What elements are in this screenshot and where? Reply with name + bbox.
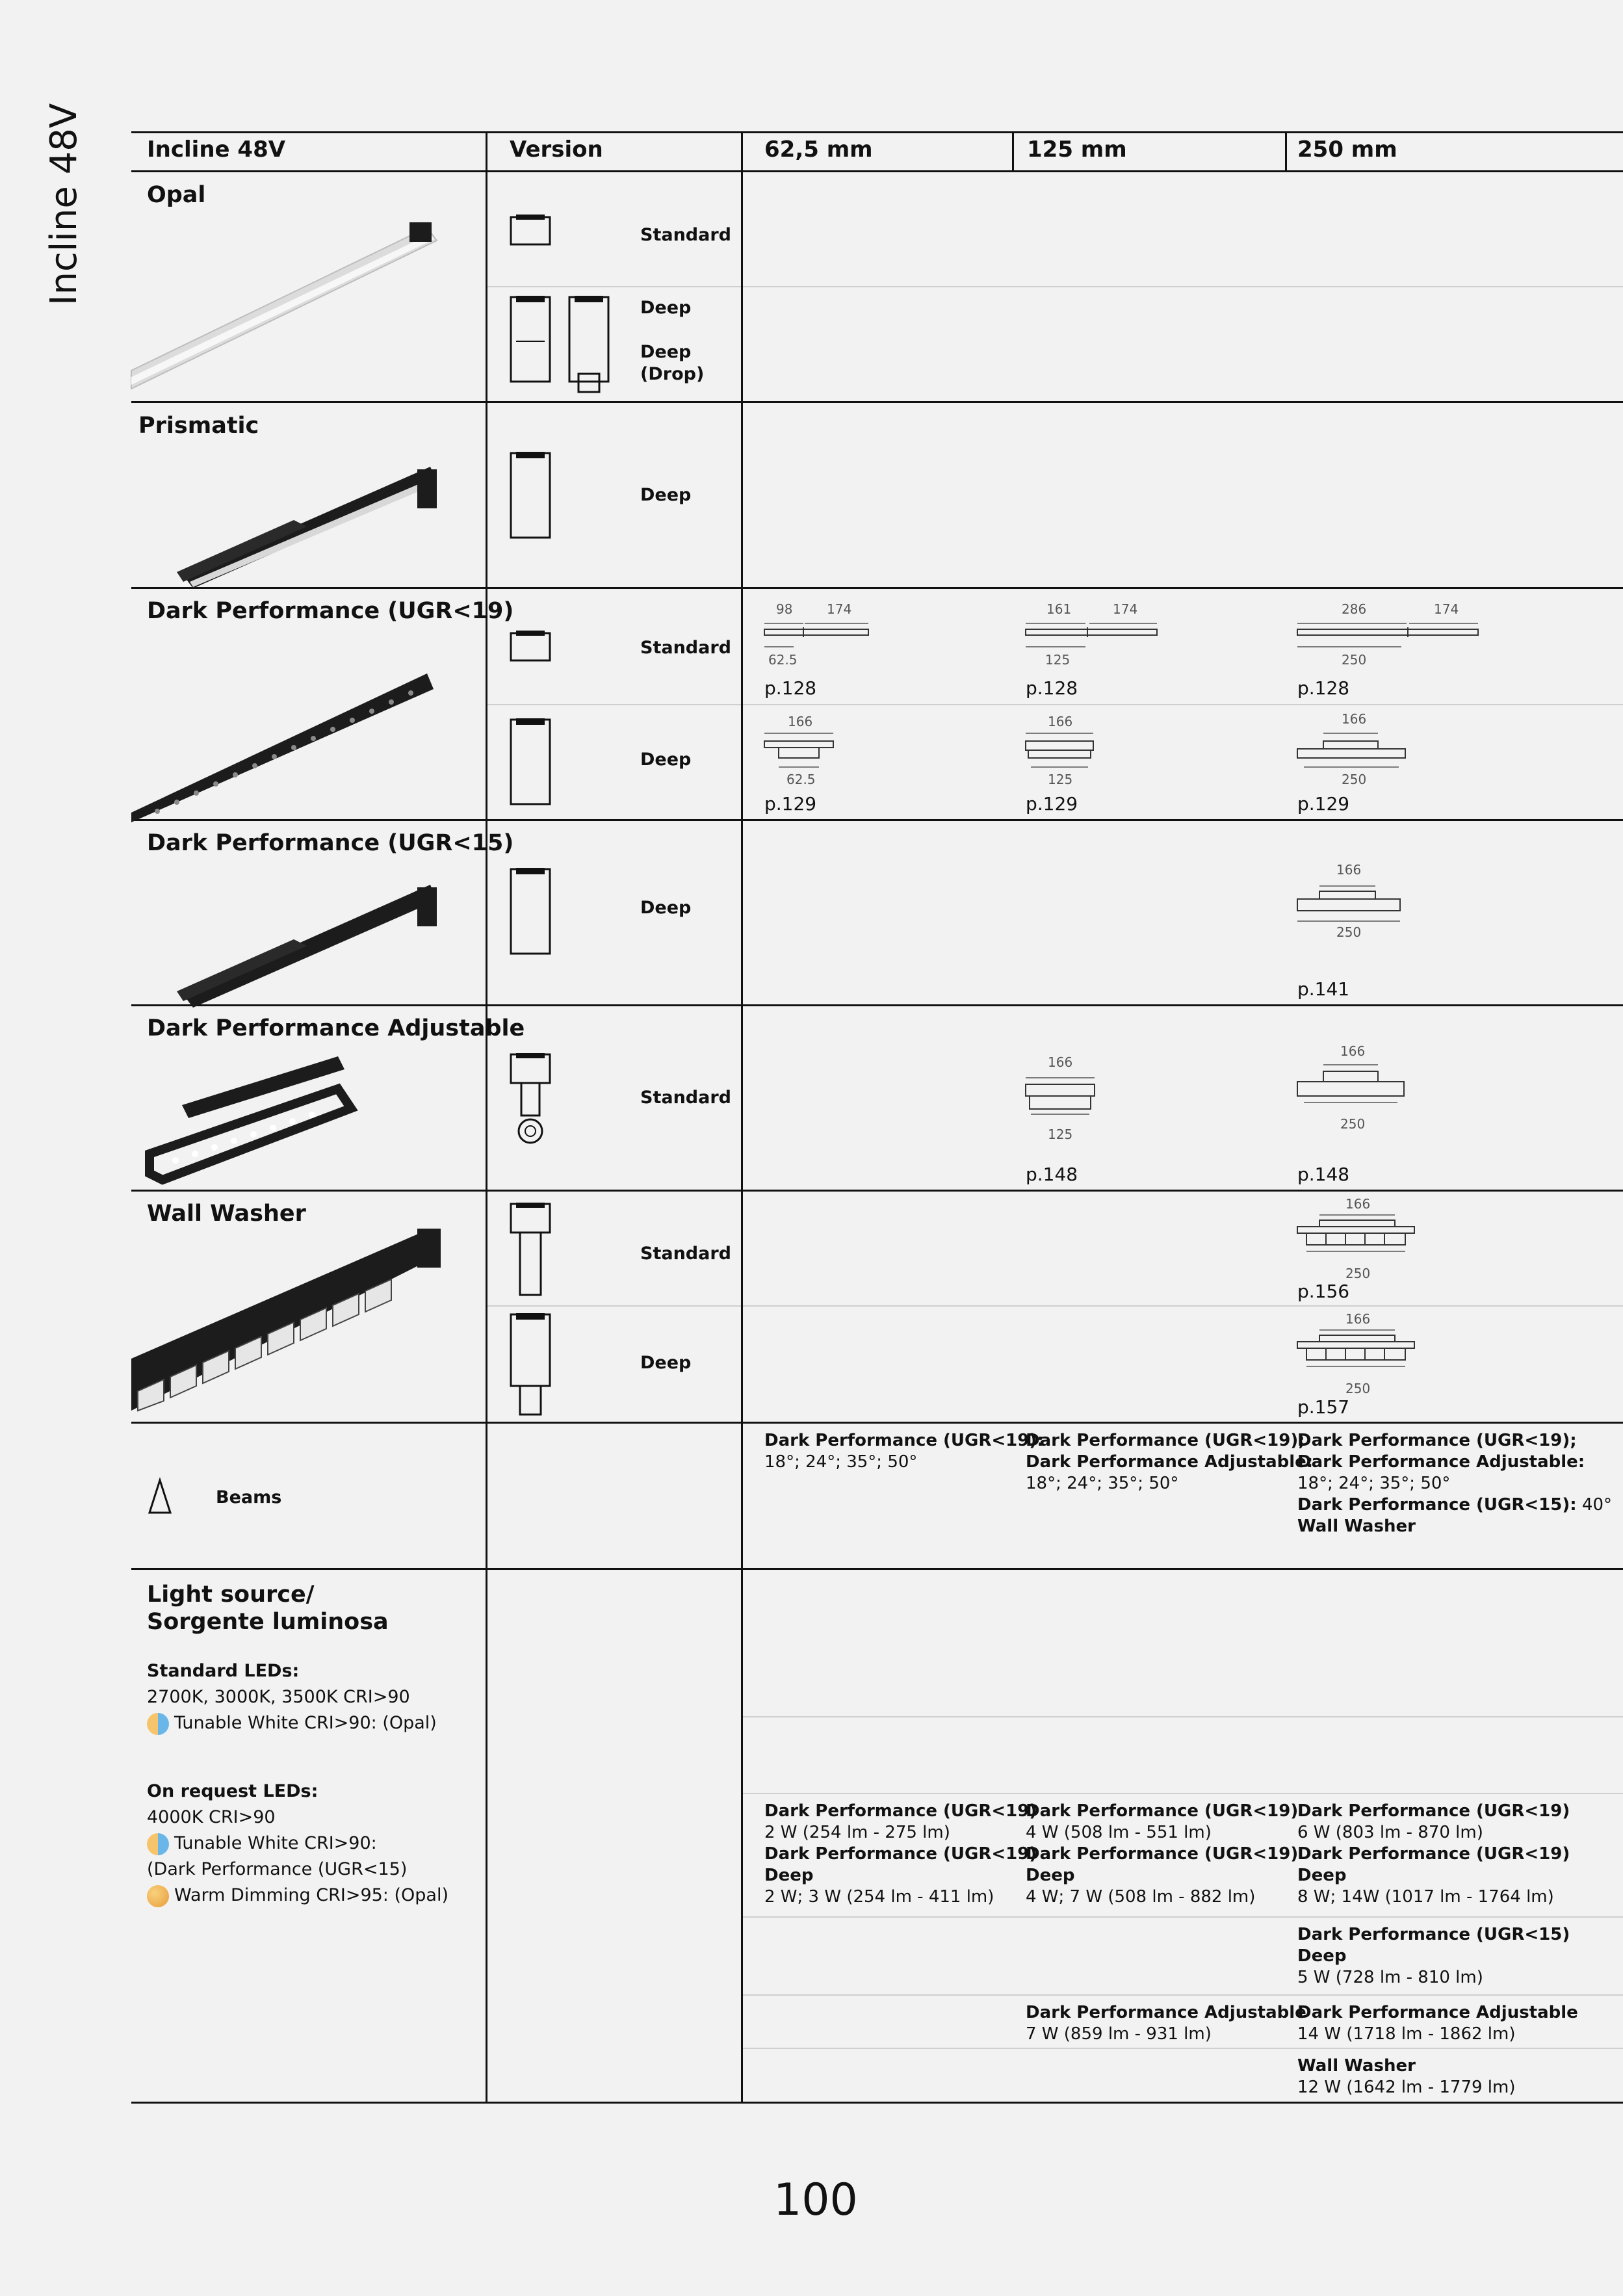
sub-rule xyxy=(742,1793,1623,1794)
dim-label: 166 xyxy=(1336,862,1362,878)
dpa-luminaire-image xyxy=(143,1050,357,1180)
beam-icon xyxy=(147,1479,173,1514)
power-250: Dark Performance (UGR<19) 6 W (803 lm - 870 lm) Dark Performance (UGR<19) Deep 8 W; 14W (1017 lm - 1764 lm) xyxy=(1297,1801,1570,1907)
profile-deep-icon xyxy=(510,868,551,956)
dim-label: 62.5 xyxy=(786,772,816,787)
dim-label: 166 xyxy=(1342,711,1367,727)
dim-label: 166 xyxy=(1048,1054,1073,1070)
version-label: Deep xyxy=(640,298,692,318)
profile-deep-icon xyxy=(510,296,551,384)
profile-adjustable-icon xyxy=(510,1053,551,1147)
dimension-drawing xyxy=(1297,1060,1408,1118)
page-ref: p.156 xyxy=(1297,1281,1350,1302)
page-ref: p.129 xyxy=(1297,793,1350,815)
dim-label: 166 xyxy=(1340,1043,1366,1059)
col-divider-62 xyxy=(741,131,743,2104)
page-ref: p.128 xyxy=(1026,677,1078,699)
power-62: Dark Performance (UGR<19) 2 W (254 lm - 275 lm) Dark Performance (UGR<19) Deep 2 W; 3 W (254 lm - 411 lm) xyxy=(764,1801,1037,1907)
version-label: Standard xyxy=(640,225,731,245)
sub-rule xyxy=(487,286,1623,287)
version-label: Deep xyxy=(640,750,692,770)
dim-label: 250 xyxy=(1340,1116,1366,1132)
product-ww: Wall Washer xyxy=(147,1201,306,1227)
dim-label: 250 xyxy=(1345,1381,1371,1396)
dim-label: 174 xyxy=(827,601,852,617)
profile-deep-drop-icon xyxy=(568,296,610,393)
dim-label: 166 xyxy=(1048,714,1073,729)
profile-deep-icon xyxy=(510,452,551,540)
version-label: Standard xyxy=(640,1088,731,1108)
dp15-luminaire-image xyxy=(131,881,443,1008)
row-rule-dpa xyxy=(131,1190,1623,1192)
dimension-drawing xyxy=(1026,621,1162,653)
on-request-leds: On request LEDs: 4000K CRI>90 Tunable White CRI>90: (Dark Performance (UGR<15) Warm Dimming CRI>95: (Opal) xyxy=(147,1779,448,1909)
dim-label: 286 xyxy=(1342,601,1367,617)
beams-250: Dark Performance (UGR<19); Dark Performance Adjustable: 18°; 24°; 35°; 50° Dark Performance (UGR<15): 40° Wall Washer xyxy=(1297,1431,1613,1536)
dim-label: 250 xyxy=(1342,772,1367,787)
sub-rule xyxy=(742,1916,1623,1918)
product-dp15: Dark Performance (UGR<15) xyxy=(147,830,514,856)
version-label: Standard xyxy=(640,1244,731,1264)
dimension-drawing xyxy=(1026,1073,1104,1134)
sub-rule xyxy=(742,2048,1623,2049)
page-ref: p.148 xyxy=(1026,1164,1078,1185)
page-number: 100 xyxy=(773,2174,858,2226)
dim-label: 174 xyxy=(1113,601,1138,617)
dim-label: 174 xyxy=(1434,601,1459,617)
row-rule-beams xyxy=(131,1568,1623,1570)
version-label: Deep xyxy=(640,485,692,505)
page-ref: p.128 xyxy=(764,677,817,699)
product-dpa: Dark Performance Adjustable xyxy=(147,1015,525,1041)
version-label: Deep xyxy=(640,1353,692,1373)
col-divider-250 xyxy=(1285,131,1287,172)
tunable-white-icon xyxy=(147,1833,169,1855)
beams-62: Dark Performance (UGR<19): 18°; 24°; 35°; 50° xyxy=(764,1431,1044,1472)
version-label: (Drop) xyxy=(640,364,705,384)
power-125-adjustable: Dark Performance Adjustable 7 W (859 lm - 931 lm) xyxy=(1026,2003,1306,2044)
power-250-wallwasher: Wall Washer 12 W (1642 lm - 1779 lm) xyxy=(1297,2056,1516,2097)
sub-rule xyxy=(742,1994,1623,1996)
page-ref: p.129 xyxy=(764,793,817,815)
header-rule xyxy=(131,170,1623,172)
version-label: Standard xyxy=(640,638,731,658)
dim-label: 166 xyxy=(1345,1196,1371,1212)
page-ref: p.157 xyxy=(1297,1396,1350,1418)
header-product: Incline 48V xyxy=(147,137,286,163)
header-250mm: 250 mm xyxy=(1297,137,1397,163)
tunable-white-icon xyxy=(147,1713,169,1735)
col-divider-version xyxy=(486,131,487,2104)
dim-label: 166 xyxy=(1345,1311,1371,1327)
page-ref: p.141 xyxy=(1297,978,1350,1000)
dimension-drawing xyxy=(1297,1326,1421,1385)
dimension-drawing xyxy=(1297,1211,1421,1270)
dim-label: 250 xyxy=(1336,924,1362,940)
dimension-drawing xyxy=(1297,621,1486,653)
profile-standard-icon xyxy=(510,631,551,663)
power-125: Dark Performance (UGR<19) 4 W (508 lm - 551 lm) Dark Performance (UGR<19) Deep 4 W; 7 W (508 lm - 882 lm) xyxy=(1026,1801,1299,1907)
profile-deep-icon xyxy=(510,718,551,806)
page-ref: p.128 xyxy=(1297,677,1350,699)
dim-label: 166 xyxy=(788,714,813,729)
wallwasher-luminaire-image xyxy=(131,1216,443,1424)
page-ref: p.129 xyxy=(1026,793,1078,815)
profile-standard-icon xyxy=(510,215,551,247)
dim-label: 125 xyxy=(1048,772,1073,787)
dp19-luminaire-image xyxy=(131,670,443,822)
beams-label: Beams xyxy=(216,1487,282,1507)
row-rule-opal xyxy=(131,401,1623,403)
prismatic-luminaire-image xyxy=(131,462,443,588)
page-ref: p.148 xyxy=(1297,1164,1350,1185)
product-opal: Opal xyxy=(147,182,206,208)
version-label: Deep xyxy=(640,898,692,918)
warm-dimming-icon xyxy=(147,1885,169,1907)
beams-125: Dark Performance (UGR<19); Dark Performance Adjustable: 18°; 24°; 35°; 50° xyxy=(1026,1431,1314,1493)
version-label: Deep xyxy=(640,342,692,362)
table-bottom-rule xyxy=(131,2102,1623,2104)
standard-leds: Standard LEDs: 2700K, 3000K, 3500K CRI>90 Tunable White CRI>90: (Opal) xyxy=(147,1658,437,1736)
profile-standard-icon xyxy=(510,1203,551,1297)
dim-label: 125 xyxy=(1045,652,1071,668)
dimension-drawing xyxy=(764,621,881,653)
sub-rule xyxy=(487,704,1623,705)
sub-rule xyxy=(487,1305,1623,1307)
product-dp19: Dark Performance (UGR<19) xyxy=(147,598,514,624)
power-250-adjustable: Dark Performance Adjustable 14 W (1718 lm - 1862 lm) xyxy=(1297,2003,1578,2044)
power-250-dp15: Dark Performance (UGR<15) Deep 5 W (728 lm - 810 lm) xyxy=(1297,1925,1570,1987)
dim-label: 98 xyxy=(776,601,793,617)
header-version: Version xyxy=(510,137,603,163)
opal-luminaire-image xyxy=(131,215,443,390)
product-prismatic: Prismatic xyxy=(138,413,259,439)
table-top-rule xyxy=(131,131,1623,133)
dim-label: 250 xyxy=(1345,1266,1371,1281)
profile-deep-icon xyxy=(510,1313,551,1417)
header-62mm: 62,5 mm xyxy=(764,137,873,163)
dim-label: 125 xyxy=(1048,1127,1073,1142)
dim-label: 62.5 xyxy=(768,652,798,668)
col-divider-125 xyxy=(1012,131,1014,172)
header-125mm: 125 mm xyxy=(1027,137,1127,163)
side-title: Incline 48V xyxy=(43,103,85,306)
light-source-title: Light source/ Sorgente luminosa xyxy=(147,1582,389,1635)
dim-label: 250 xyxy=(1342,652,1367,668)
dim-label: 161 xyxy=(1046,601,1072,617)
sub-rule xyxy=(742,1716,1623,1717)
